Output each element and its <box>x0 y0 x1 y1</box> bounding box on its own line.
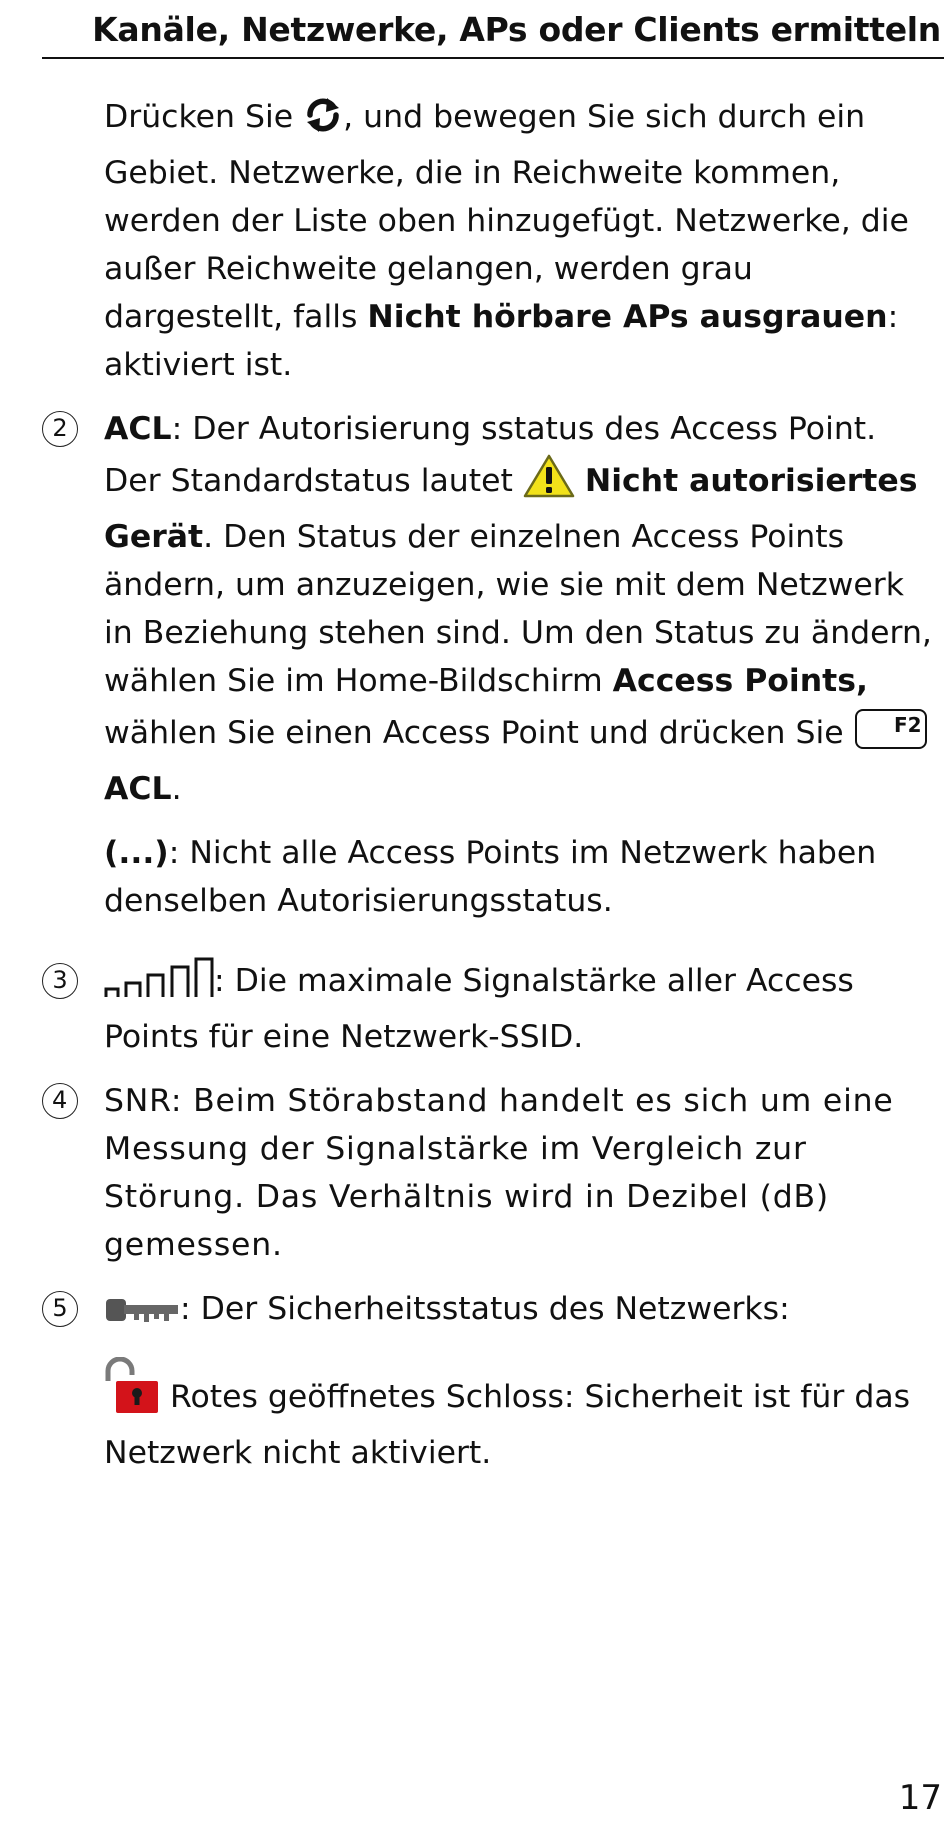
intro-text-4: : aktiviert ist. <box>104 299 899 383</box>
item-5-security <box>0 1285 950 1341</box>
signal-strength-icon <box>104 957 214 1013</box>
item-5-open-lock <box>0 1357 950 1477</box>
item-4-snr <box>0 1077 950 1269</box>
unauthorized-device-label: Nicht autorisiertes Gerät <box>104 463 918 555</box>
acl-text-1: : Der Autorisierung sstatus des Access Point. Der Standardstatus lautet <box>104 411 877 499</box>
item-number-3: 3 <box>42 963 78 999</box>
red-unlocked-padlock-icon <box>104 1357 160 1429</box>
gray-out-setting-label: Nicht hörbare APs ausgrauen <box>367 299 888 335</box>
item-2-partial-status <box>0 829 950 925</box>
page-content <box>0 93 950 1477</box>
refresh-icon <box>303 95 343 149</box>
acl-term: ACL <box>104 411 172 447</box>
warning-icon <box>523 453 575 513</box>
intro-text-2: , und bewegen Sie sich durch ein Gebiet. Netzwerke, die in Reichweite kommen, werden der Liste oben hinzugefügt. Netzwerke, die außer Reichweite gelangen, werden grau dargestellt, falls <box>104 99 909 335</box>
acl-text-3: wählen Sie einen Access Point und drücken Sie <box>104 715 854 751</box>
signal-text: : Die maximale Signalstärke aller Access Points für eine Netzwerk-SSID. <box>104 963 854 1055</box>
ellipsis-term: (...) <box>104 835 169 871</box>
acl-softkey-label: ACL <box>104 771 172 807</box>
open-lock-text: Rotes geöffnetes Schloss: Sicherheit ist für das Netzwerk nicht aktiviert. <box>104 1379 911 1471</box>
item-2-acl <box>0 405 950 813</box>
intro-text-1: Drücken Sie <box>104 99 304 135</box>
header-divider <box>42 57 944 59</box>
ellipsis-text: : Nicht alle Access Points im Netzwerk haben denselben Autorisierungsstatus. <box>104 835 877 919</box>
f2-key-label: F2 <box>893 713 922 737</box>
page-header-title: Kanäle, Netzwerke, APs oder Clients ermitteln <box>92 10 941 49</box>
f2-key-icon <box>854 705 928 765</box>
item-number-5: 5 <box>42 1291 78 1327</box>
acl-text-2: . Den Status der einzelnen Access Points ändern, um anzuzeigen, wie sie mit dem Netzwerk in Beziehung stehen sind. Um den Status zu ändern, wählen Sie im Home-Bildschirm <box>104 519 932 699</box>
item-number-2: 2 <box>42 411 78 447</box>
security-text: : Der Sicherheitsstatus des Netzwerks: <box>180 1291 790 1327</box>
intro-paragraph <box>0 93 950 389</box>
item-3-signal <box>0 957 950 1061</box>
snr-text: SNR: Beim Störabstand handelt es sich um eine Messung der Signalstärke im Vergleich zur Störung. Das Verhältnis wird in Dezibel (dB) gemessen. <box>104 1083 894 1263</box>
item-number-4: 4 <box>42 1083 78 1119</box>
access-points-label: Access Points, <box>612 663 868 699</box>
key-icon <box>104 1293 180 1341</box>
page-number: 17 <box>898 1778 942 1818</box>
acl-text-4: . <box>171 771 182 807</box>
